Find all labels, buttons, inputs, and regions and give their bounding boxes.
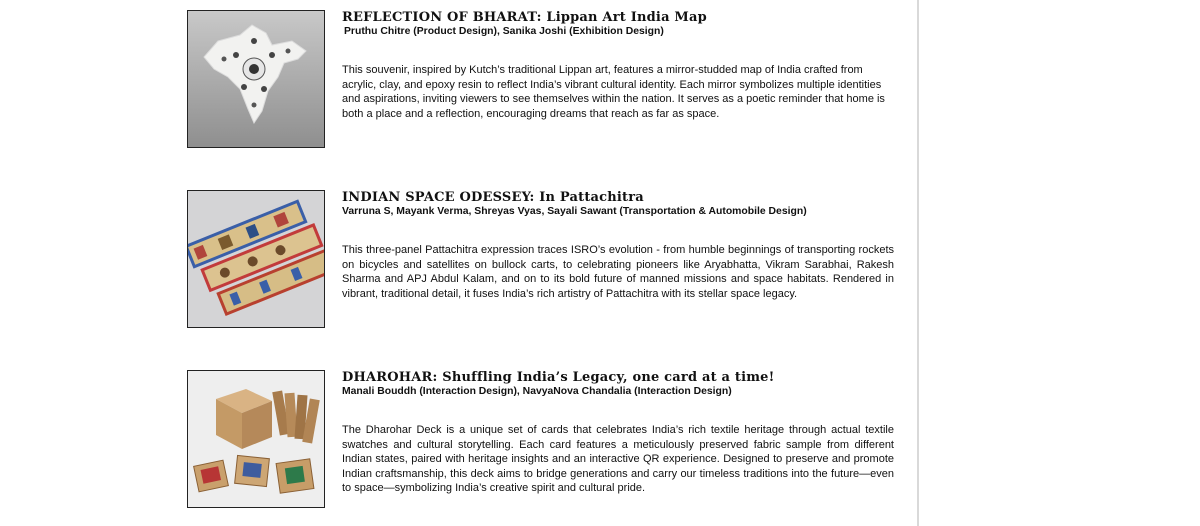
project-title: DHAROHAR: Shuffling India’s Legacy, one card at a time! xyxy=(342,370,775,385)
blank-pane xyxy=(919,0,1200,526)
project-title: REFLECTION OF BHARAT: Lippan Art India Map xyxy=(342,10,707,25)
project-description: This souvenir, inspired by Kutch’s traditional Lippan art, features a mirror-studded map of India crafted from acrylic, clay, and epoxy resin to reflect India’s vibrant cultural identity. Each mirror symbolizes multiple identities and aspirations, inviting viewers to see themselves within the nation. It serves as a poetic reminder that home is both a place and a reflection, encouraging dreams that reach as far as space. xyxy=(342,64,885,120)
project-credits: Pruthu Chitre (Product Design), Sanika Joshi (Exhibition Design) xyxy=(344,26,664,37)
lippan-map-photo xyxy=(187,10,325,148)
project-description: The Dharohar Deck is a unique set of cards that celebrates India’s rich textile heritage through actual textile swatches and cultural storytelling. Each card features a meticulously preserved fabric sample from different Indian states, paired with heritage insights and an interactive QR experience. Designed to preserve and promote Indian craftsmanship, this deck aims to bridge generations and carry our timeless traditions into the future—even to space—symbolizing India’s creative spirit and cultural pride. xyxy=(342,424,894,494)
project-title: INDIAN SPACE ODESSEY: In Pattachitra xyxy=(342,190,644,205)
project-credits: Manali Bouddh (Interaction Design), NavyaNova Chandalia (Interaction Design) xyxy=(342,386,732,397)
pattachitra-panels-photo xyxy=(187,190,325,328)
dharohar-deck-photo xyxy=(187,370,325,508)
project-description: This three-panel Pattachitra expression traces ISRO’s evolution - from humble beginnings of transporting rockets on bicycles and satellites on bullock carts, to celebrating pioneers like Aryabhatta, Vikram Sarabhai, Rakesh Sharma and APJ Abdul Kalam, and on to its bold future of manned missions and space habitats. Rendered in vibrant, traditional detail, it fuses India’s rich artistry of Pattachitra with its stellar space legacy. xyxy=(342,244,894,300)
project-credits: Varruna S, Mayank Verma, Shreyas Vyas, Sayali Sawant (Transportation & Automobile Design) xyxy=(342,206,807,217)
